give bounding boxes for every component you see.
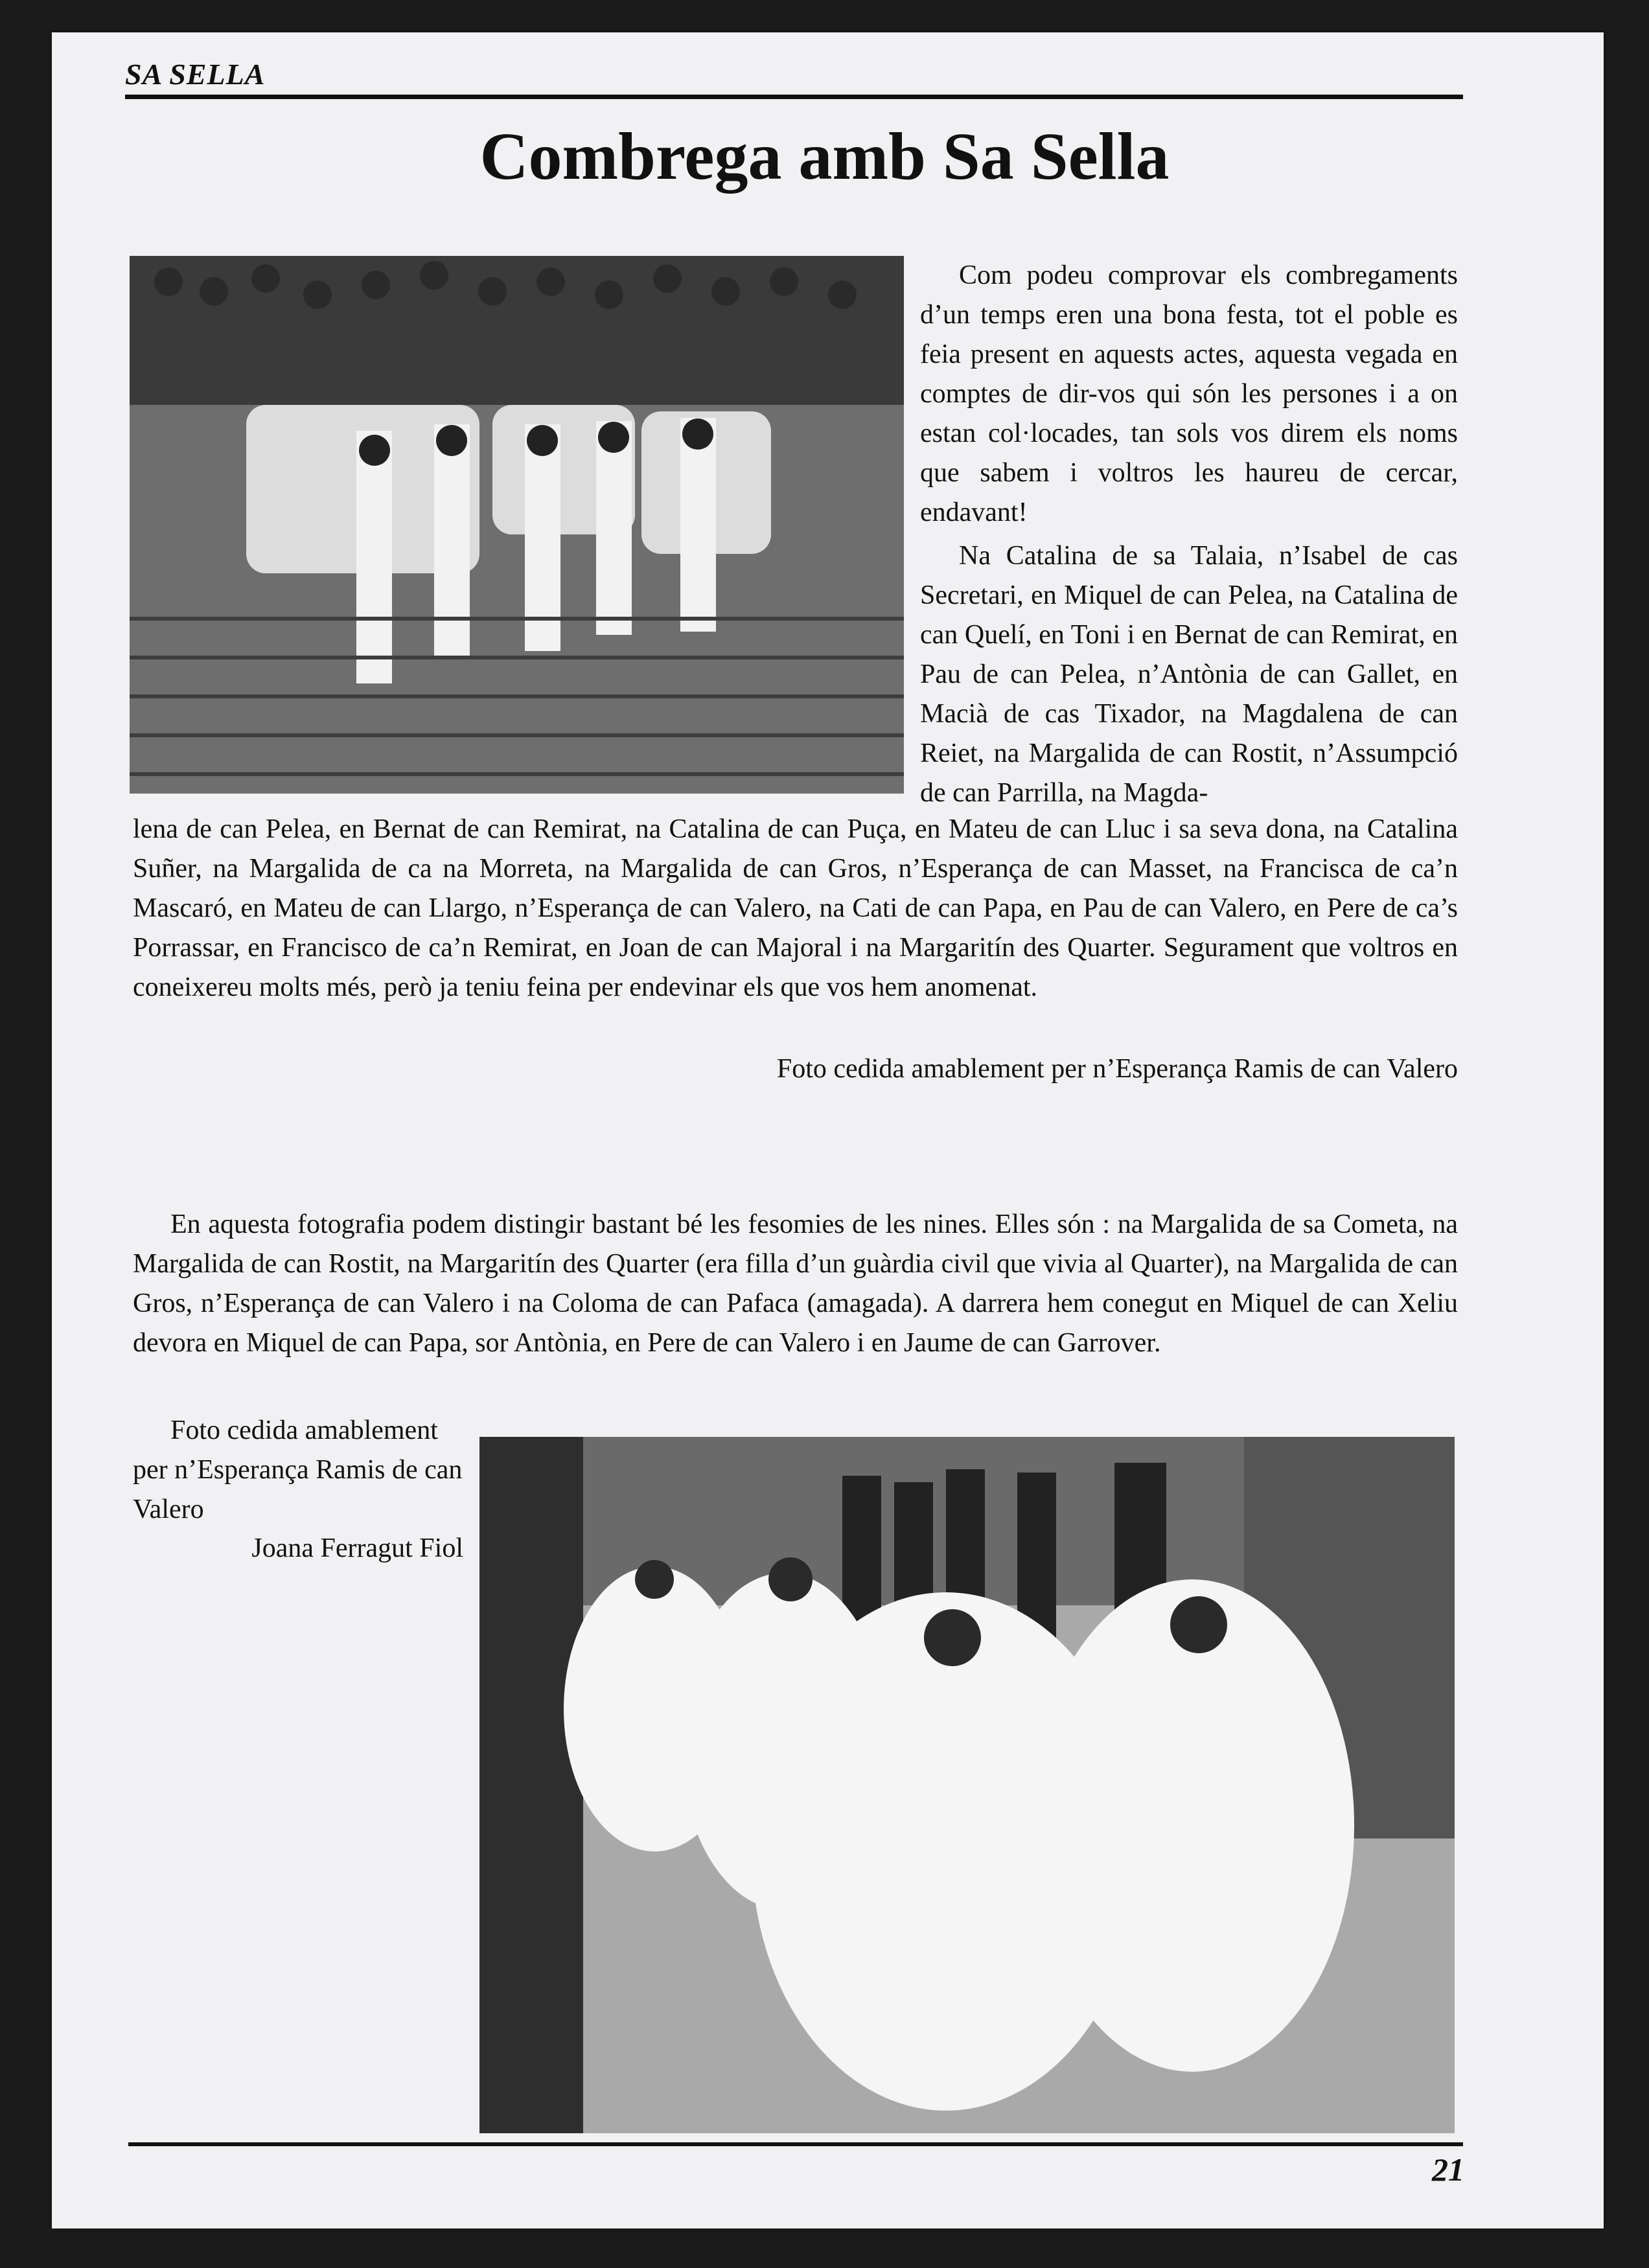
second-photo-paragraph: En aquesta fotografia podem distingir bastant bé les fesomies de les nines. Elles són : na Margalida de sa Cometa, na Margalida de can Rostit, na Margaritín des Quarter (era filla d’un guàrdia civil que vivia al Quarter), na Margalida de can Gros, n’Esperança de can Valero i na Coloma de can Pafaca (amagada). A darrera hem conegut en Miquel de can Xeliu devora en Miquel de can Papa, sor Antònia, en Pere de can Valero i en Jaume de can Garrover.	[133, 1209, 1458, 1358]
photo-credit-1: Foto cedida amablement per n’Esperança Ramis de can Valero	[776, 1054, 1458, 1084]
footer-rule	[128, 2142, 1463, 2146]
running-head: SA SELLA	[125, 58, 266, 91]
photo-credit-2: Foto cedida amablement per n’Esperança Ramis de can Valero	[133, 1415, 463, 1524]
header-rule	[125, 95, 1463, 99]
author-name: Joana Ferragut Fiol	[251, 1533, 463, 1563]
group-communion-photo	[130, 256, 904, 794]
girls-procession-photo	[479, 1437, 1455, 2133]
article-title: Combrega amb Sa Sella	[479, 119, 1170, 194]
intro-paragraph: Com podeu comprovar els combregaments d’un temps eren una bona festa, tot el poble es feia present en aquests actes, aquesta vegada en comptes de dir-vos qui són les persones i a on estan col·locades, tan sols vos direm els noms que sabem i voltros les haureu de cercar, endavant!	[920, 260, 1458, 527]
page-number: 21	[1432, 2151, 1464, 2188]
names-paragraph-continued: lena de can Pelea, en Bernat de can Remirat, na Catalina de can Puça, en Mateu de can Lluc i sa seva dona, na Catalina Suñer, na Margalida de ca na Morreta, na Margalida de can Gros, n’Esperança de can Masset, na Francisca de ca’n Mascaró, en Mateu de can Llargo, n’Esperança de can Valero, na Cati de can Papa, en Pau de can Valero, en Pere de ca’s Porrassar, en Francisco de ca’n Remirat, en Joan de can Majoral i na Margaritín des Quarter. Segurament que voltros en coneixereu molts més, però ja teniu feina per endevinar els que vos hem anomenat.	[133, 814, 1458, 1002]
names-paragraph-column: Na Catalina de sa Talaia, n’Isabel de cas Secretari, en Miquel de can Pelea, na Catalina de can Quelí, en Toni i en Bernat de can Remirat, en Pau de can Pelea, n’Antònia de can Gallet, en Macià de cas Tixador, na Magdalena de can Reiet, na Margalida de can Rostit, n’Assumpció de can Parrilla, na Magda-	[920, 541, 1458, 808]
